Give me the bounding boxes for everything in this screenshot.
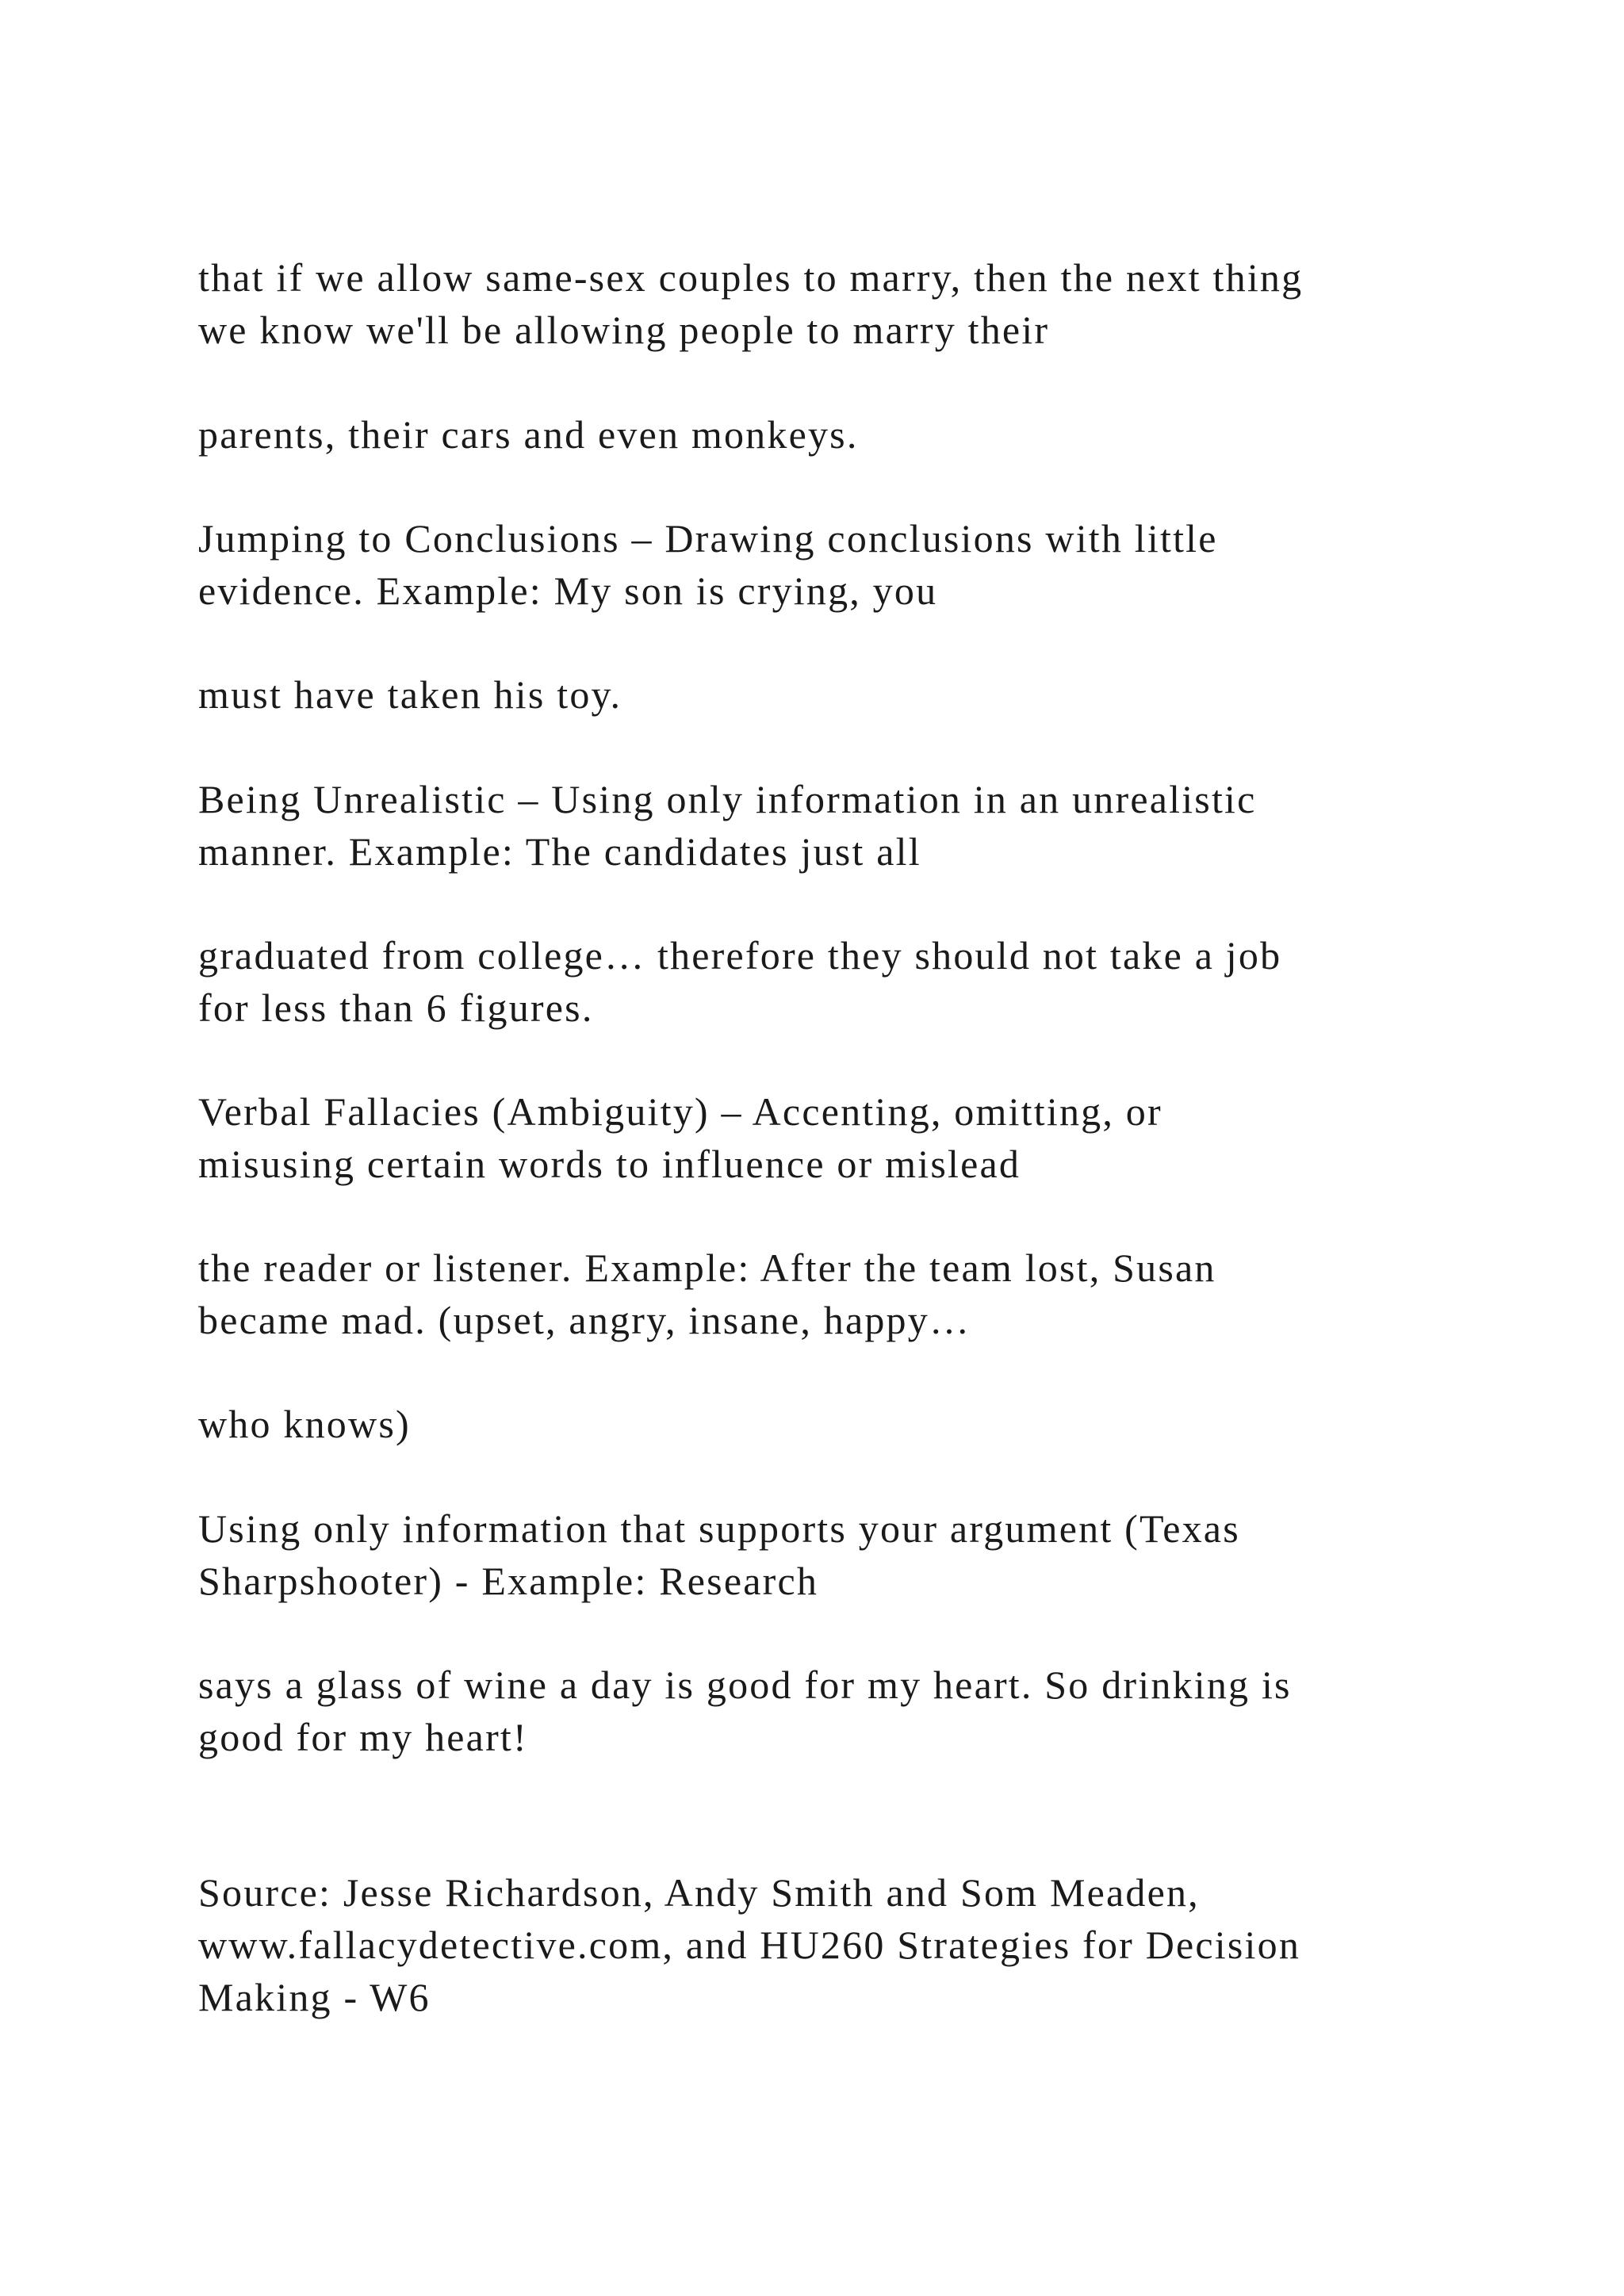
text-line: says a glass of wine a day is good for my heart. So drinking is	[198, 1663, 1292, 1707]
text-line: that if we allow same-sex couples to marry, then the next thing	[198, 255, 1304, 300]
text-line: must have taken his toy.	[198, 672, 622, 717]
paragraph-verbal-fallacies-example	[198, 1242, 1467, 1346]
paragraph-verbal-fallacies	[198, 1085, 1467, 1190]
paragraph-jumping-to-conclusions-end	[198, 668, 1467, 721]
text-line: Source: Jesse Richardson, Andy Smith and Som Meaden,	[198, 1870, 1200, 1915]
text-line: Using only information that supports your argument (Texas	[198, 1506, 1240, 1551]
paragraph-being-unrealistic	[198, 773, 1467, 878]
text-line: the reader or listener. Example: After the team lost, Susan	[198, 1246, 1216, 1290]
text-line: manner. Example: The candidates just all	[198, 829, 921, 874]
text-line: misusing certain words to influence or mislead	[198, 1142, 1021, 1186]
text-line: Sharpshooter) - Example: Research	[198, 1559, 819, 1603]
text-line: Being Unrealistic – Using only information in an unrealistic	[198, 777, 1257, 821]
paragraph-slippery-slope-continued	[198, 251, 1467, 356]
text-line: became mad. (upset, angry, insane, happy…	[198, 1298, 971, 1342]
text-line: evidence. Example: My son is crying, you	[198, 568, 938, 613]
paragraph-verbal-fallacies-end	[198, 1398, 1467, 1450]
text-line: Verbal Fallacies (Ambiguity) – Accenting, omitting, or	[198, 1089, 1162, 1134]
text-line: we know we'll be allowing people to marry their	[198, 308, 1050, 352]
paragraph-texas-sharpshooter	[198, 1502, 1467, 1607]
paragraph-jumping-to-conclusions	[198, 512, 1467, 617]
source-citation	[198, 1866, 1467, 2023]
text-line: good for my heart!	[198, 1715, 528, 1759]
text-line: who knows)	[198, 1402, 411, 1446]
paragraph-slippery-slope-end	[198, 408, 1467, 461]
text-line: graduated from college… therefore they should not take a job	[198, 933, 1282, 978]
text-line: for less than 6 figures.	[198, 985, 594, 1030]
text-line: parents, their cars and even monkeys.	[198, 412, 859, 457]
paragraph-being-unrealistic-end	[198, 929, 1467, 1034]
text-line: Making - W6	[198, 1975, 431, 2019]
paragraph-texas-sharpshooter-end	[198, 1659, 1467, 1763]
text-line: www.fallacydetective.com, and HU260 Strategies for Decision	[198, 1923, 1301, 1967]
text-line: Jumping to Conclusions – Drawing conclusions with little	[198, 516, 1218, 561]
